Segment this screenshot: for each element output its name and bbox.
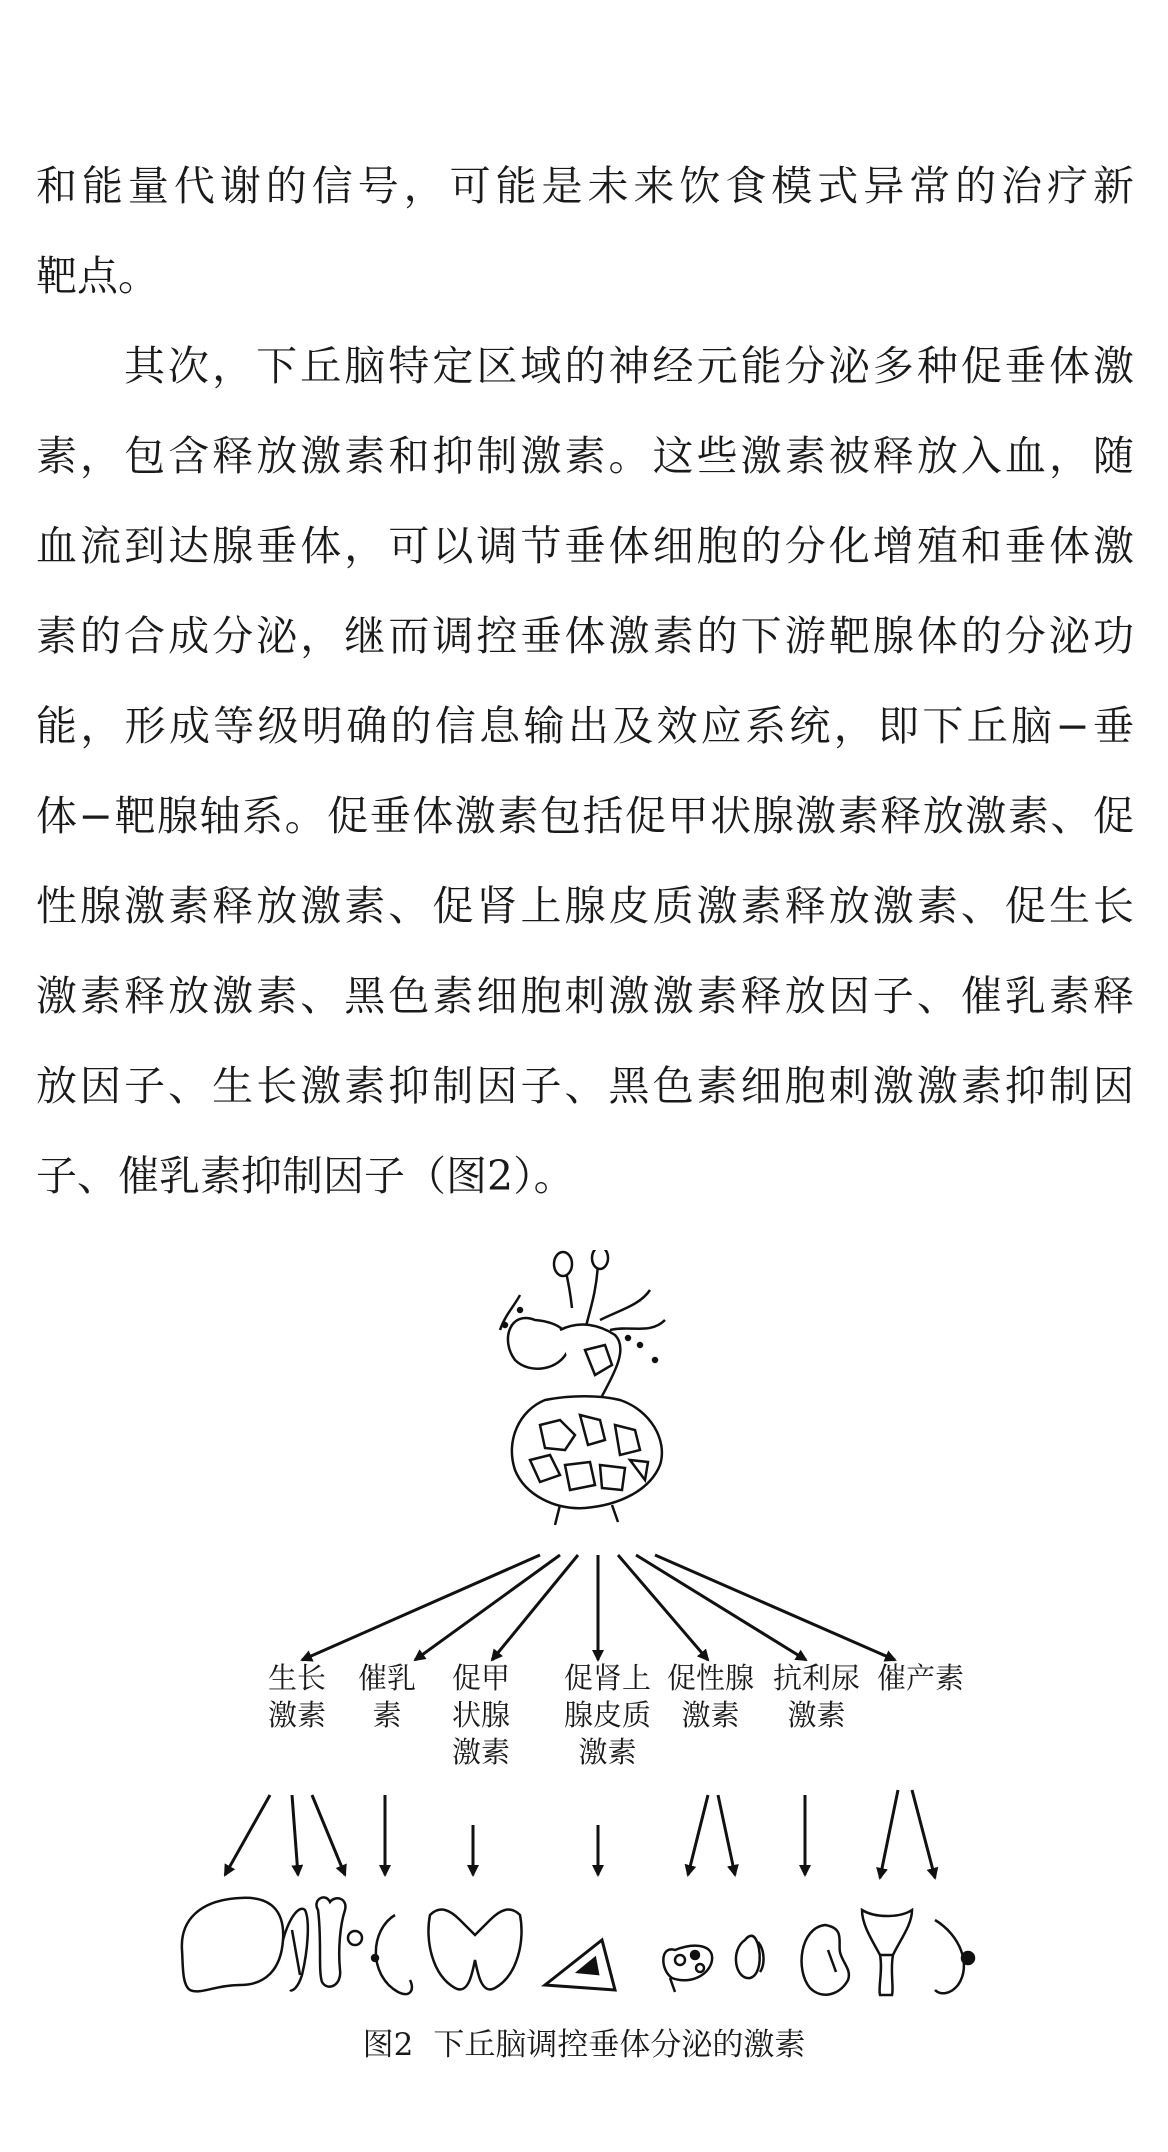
text-line-10: 激素释放激素、黑色素细胞刺激激素释放因子、催乳素释	[36, 972, 1134, 1020]
text-line-3: 其次，下丘脑特定区域的神经元能分泌多种促垂体激	[124, 342, 1134, 390]
testis-drawing	[736, 1936, 760, 1978]
text-line-11: 放因子、生长激素抑制因子、黑色素细胞刺激激素抑制因	[36, 1062, 1134, 1110]
target-organs	[182, 1897, 974, 1995]
adrenal-drawing	[545, 1940, 615, 1990]
text-line-9: 性腺激素释放激素、促肾上腺皮质激素释放激素、促生长	[36, 882, 1134, 930]
breast-drawing	[376, 1915, 412, 1994]
label-oxytocin: 催产素	[877, 1661, 965, 1695]
label-adh: 抗利尿 激素	[773, 1661, 861, 1732]
pituitary-gland-drawing	[500, 1250, 665, 1525]
label-prolactin: 催乳 素	[358, 1661, 417, 1732]
label-acth: 促肾上 腺皮质 激素	[564, 1661, 652, 1769]
text-line-5: 血流到达腺垂体，可以调节垂体细胞的分化增殖和垂体激	[36, 522, 1134, 570]
text-line-8: 体−靶腺轴系。促垂体激素包括促甲状腺激素释放激素、促	[36, 792, 1134, 840]
label-tsh: 促甲 状腺 激素	[452, 1661, 511, 1769]
thyroid-drawing	[428, 1910, 521, 1990]
breast-2-drawing	[935, 1920, 964, 1993]
text-line-1: 和能量代谢的信号，可能是未来饮食模式异常的治疗新	[36, 162, 1134, 210]
uterus-drawing	[862, 1910, 912, 1995]
figure-caption	[0, 2025, 1168, 2065]
text-line-6: 素的合成分泌，继而调控垂体激素的下游靶腺体的分泌功	[36, 612, 1134, 660]
figure-title: 下丘脑调控垂体分泌的激素	[433, 2027, 806, 2063]
pituitary-figure	[0, 1250, 1168, 2010]
kidney-drawing	[802, 1925, 849, 1995]
lower-arrows	[225, 1790, 935, 1878]
label-growth-hormone: 生长 激素	[268, 1661, 327, 1732]
text-line-7: 能，形成等级明确的信息输出及效应系统，即下丘脑−垂	[36, 702, 1134, 750]
liver-drawing	[182, 1898, 283, 1992]
text-line-12: 子、催乳素抑制因子（图2）。	[36, 1152, 575, 1200]
arrow-to-prl	[415, 1555, 560, 1660]
label-gonadotropin: 促性腺 激素	[667, 1661, 755, 1732]
figure-number: 图2	[362, 2027, 414, 2063]
arrow-to-oxt	[655, 1555, 895, 1660]
upper-arrows	[302, 1555, 895, 1660]
text-line-4: 素，包含释放激素和抑制激素。这些激素被释放入血，随	[36, 432, 1134, 480]
ovary-drawing	[663, 1946, 712, 1981]
bone-drawing	[316, 1897, 345, 1986]
text-line-2: 靶点。	[36, 252, 159, 300]
